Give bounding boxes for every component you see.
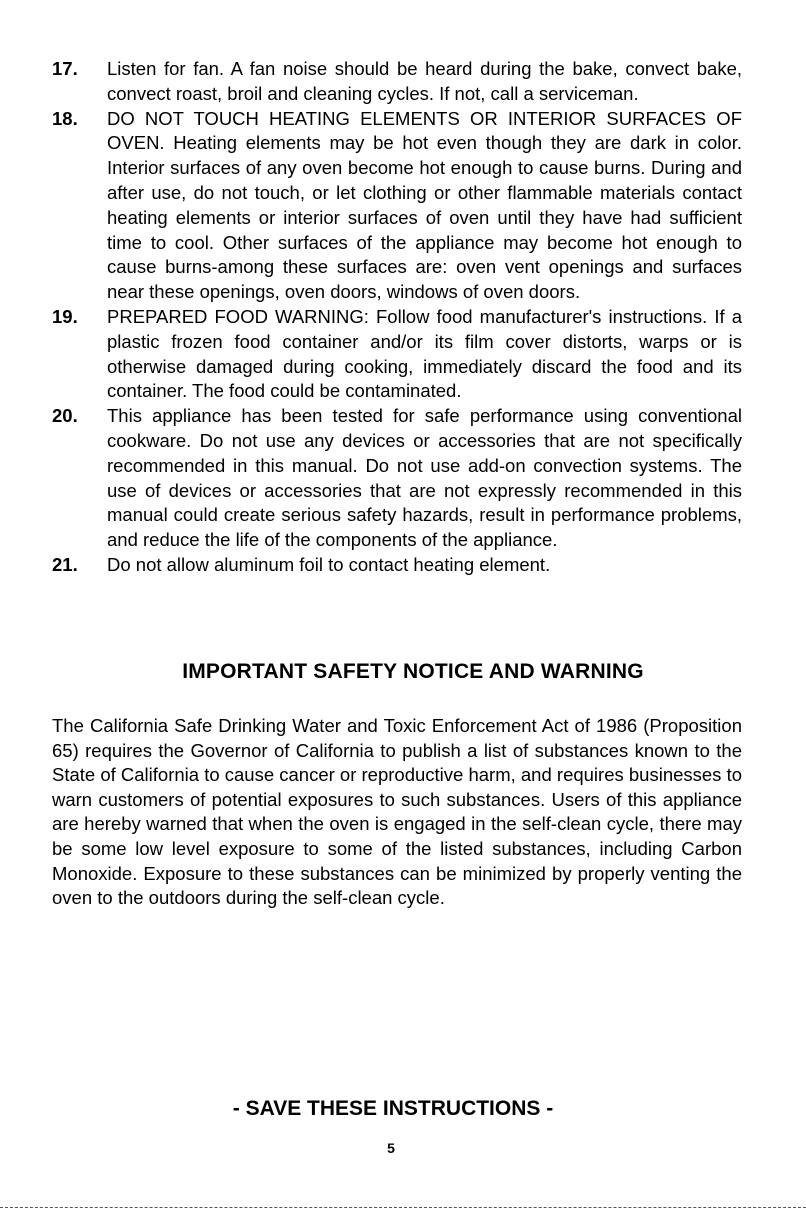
- list-item: [52, 305, 742, 404]
- item-number: 19.: [52, 305, 78, 327]
- page-bottom-divider: [0, 1207, 806, 1208]
- item-text: PREPARED FOOD WARNING: Follow food manufacturer's instructions. If a plastic frozen food container and/or its film cover distorts, warps or is otherwise damaged during cooking, immediately discard the food and its container. The food could be contaminated.: [107, 305, 742, 402]
- item-number: 20.: [52, 405, 78, 427]
- item-text: Listen for fan. A fan noise should be heard during the bake, convect bake, convect roast, broil and cleaning cycles. If not, call a serviceman.: [107, 58, 742, 104]
- item-number: 17.: [52, 58, 78, 79]
- item-text: Do not allow aluminum foil to contact heating element.: [107, 553, 551, 575]
- item-number: 18.: [52, 107, 78, 129]
- safety-notice-heading: IMPORTANT SAFETY NOTICE AND WARNING: [182, 660, 644, 683]
- list-item: [52, 404, 742, 553]
- item-text: DO NOT TOUCH HEATING ELEMENTS OR INTERIOR SURFACES OF OVEN. Heating elements may be hot even though they are dark in color. Interior surfaces of any oven become hot enough to cause burns. During and after use, do not touch, or let clothing or other flammable materials contact heating elements or interior surfaces of oven until they have had sufficient time to cool. Other surfaces of the appliance may become hot enough to cause burns-among these surfaces are: oven vent openings and surfaces near these openings, oven doors, windows of oven doors.: [107, 107, 742, 303]
- save-instructions-footer: - SAVE THESE INSTRUCTIONS -: [232, 1097, 554, 1120]
- list-item: [52, 553, 742, 578]
- item-text: This appliance has been tested for safe performance using conventional cookware. Do not use any devices or accessories that are not specifically recommended in this manual. Do not use add-on convection systems. The use of devices or accessories that are not expressly recommended in this manual could create serious safety hazards, result in performance problems, and reduce the life of the components of the appliance.: [107, 405, 742, 551]
- page-number: 5: [387, 1140, 395, 1156]
- list-item: [52, 57, 742, 107]
- item-number: 21.: [52, 553, 78, 575]
- list-item: [52, 107, 742, 305]
- safety-notice-body: The California Safe Drinking Water and Toxic Enforcement Act of 1986 (Proposition 65) requires the Governor of California to publish a list of substances known to the State of California to cause cancer or reproductive harm, and requires businesses to warn customers of potential exposures to such substances. Users of this appliance are hereby warned that when the oven is engaged in the self-clean cycle, there may be some low level exposure to some of the listed substances, including Carbon Monoxide. Exposure to these substances can be minimized by properly venting the oven to the outdoors during the self-clean cycle.: [52, 715, 743, 909]
- safety-instructions-list: [52, 57, 742, 578]
